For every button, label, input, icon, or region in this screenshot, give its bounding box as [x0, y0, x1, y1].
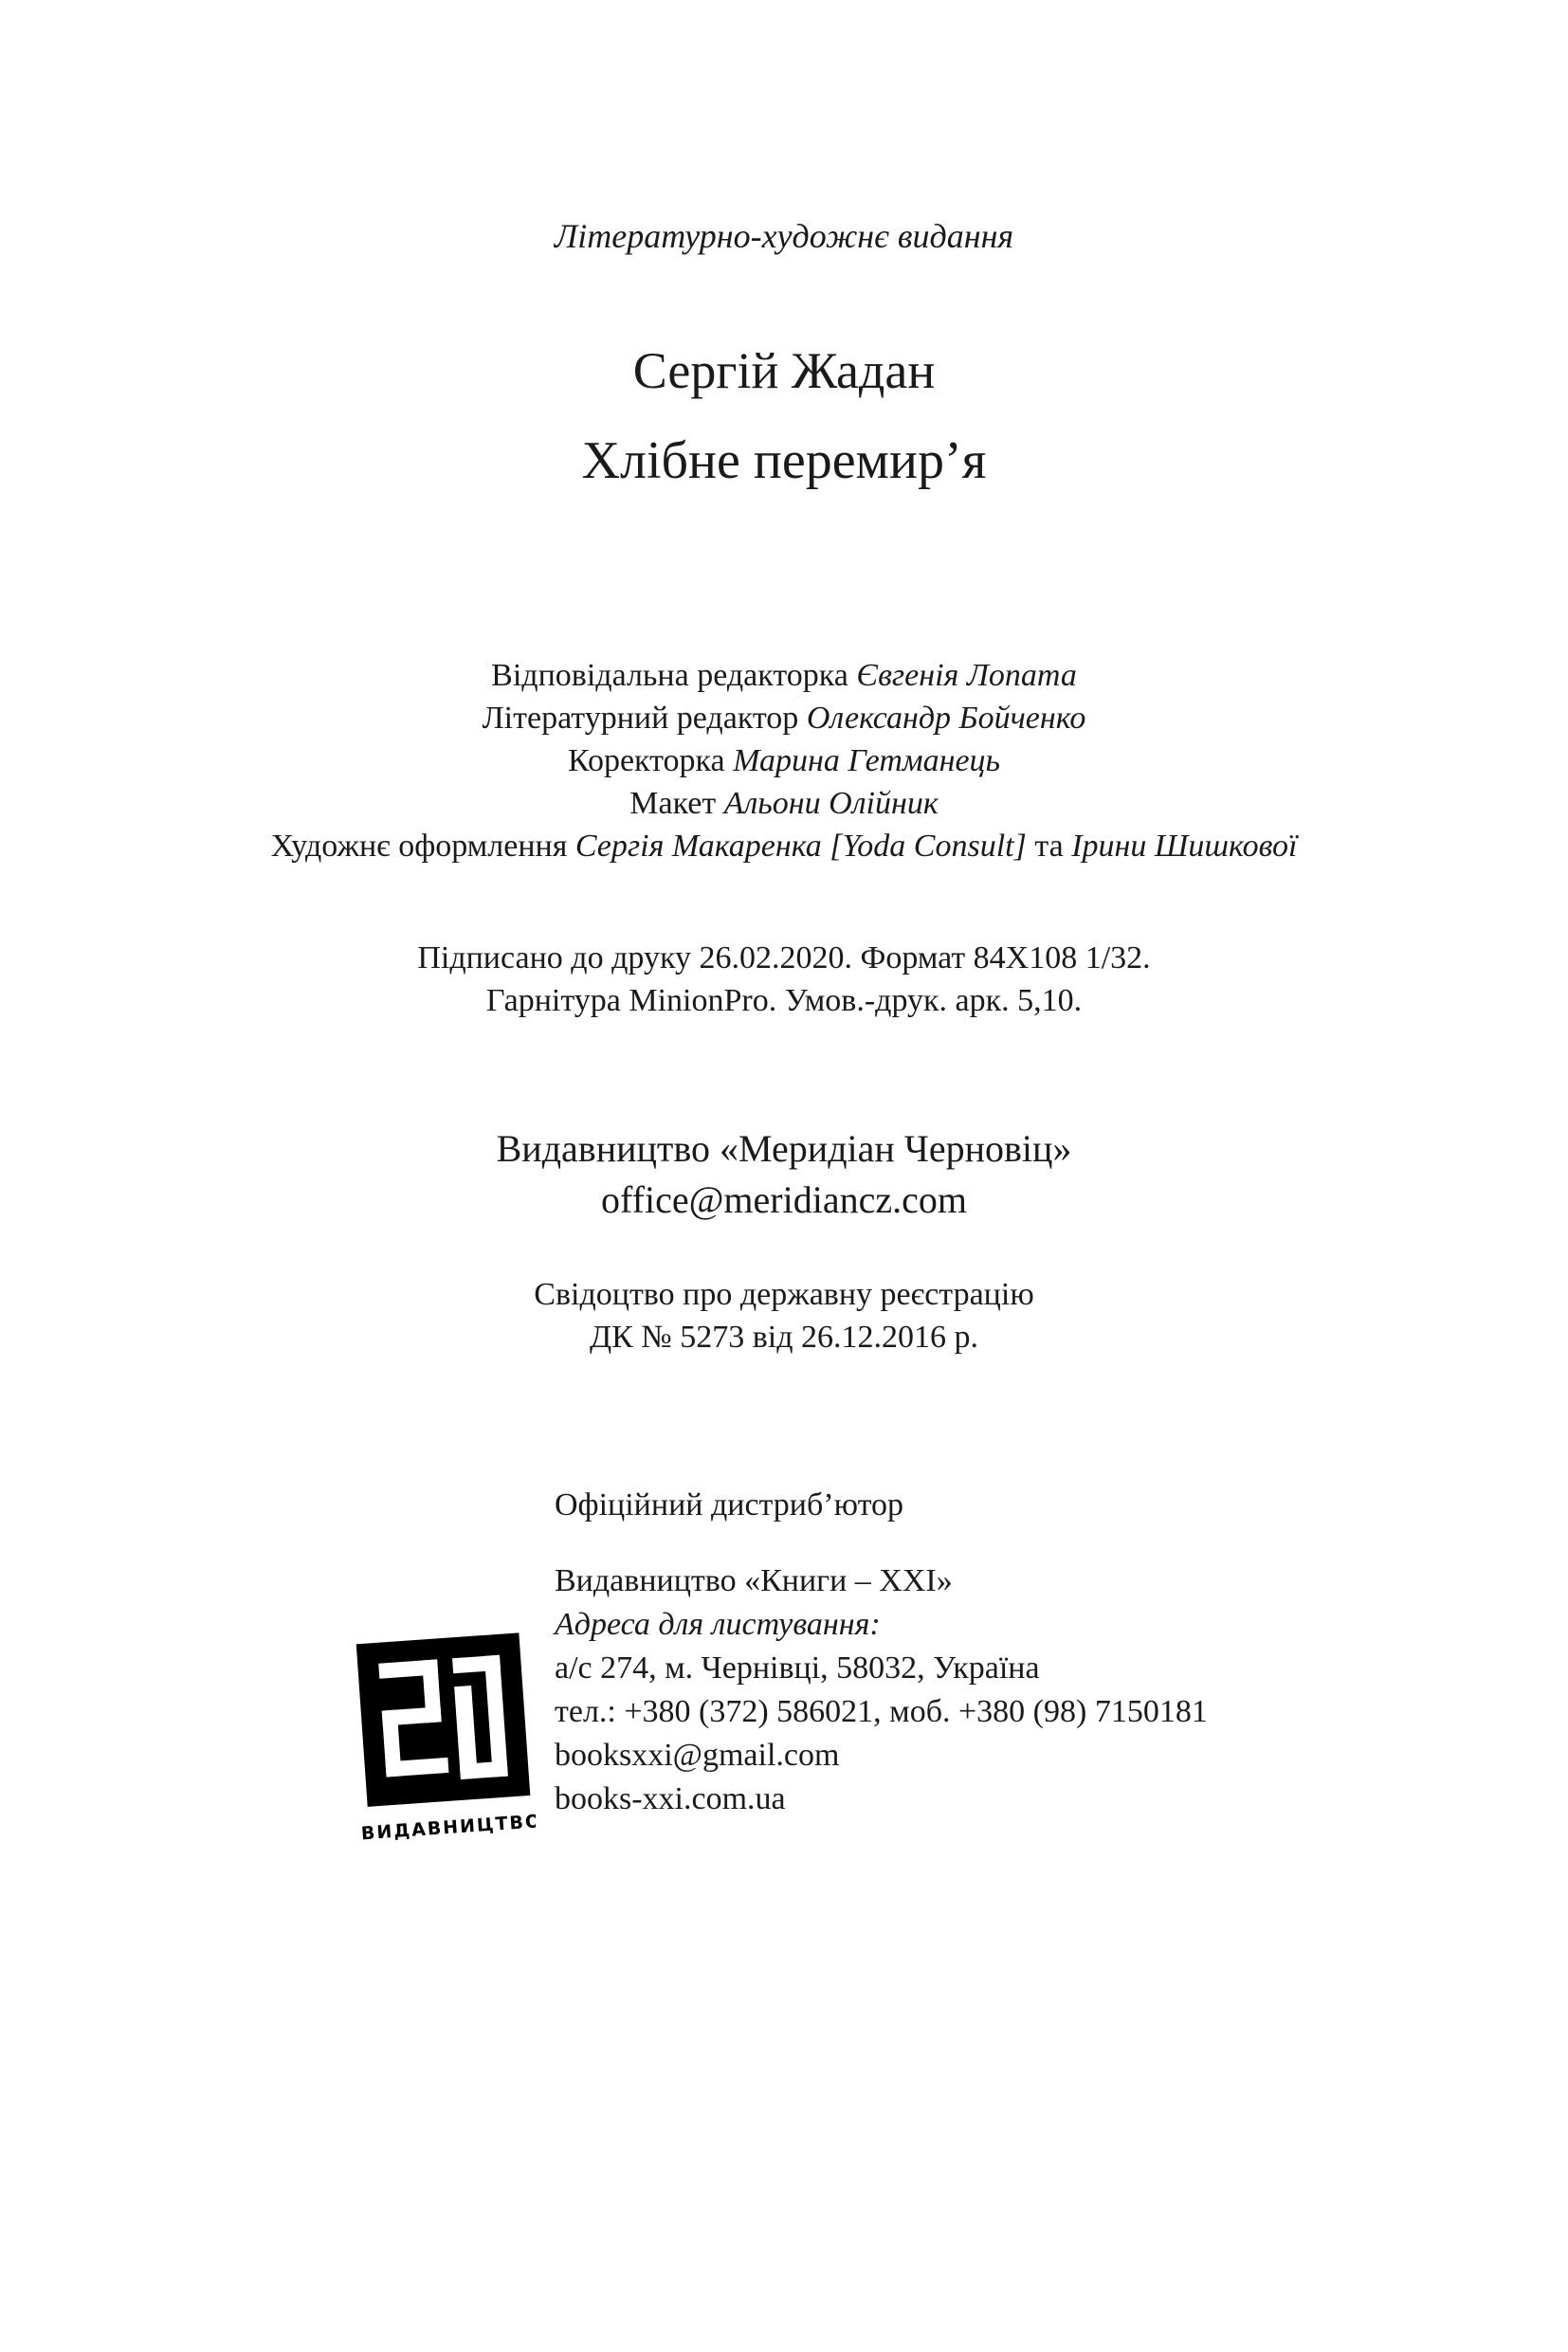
distributor-address: а/с 274, м. Чернівці, 58032, Україна [555, 1650, 1040, 1686]
print-info-line-2: Гарнітура MinionPro. Умов.-друк. арк. 5,10. [485, 983, 1083, 1018]
registration-line-1: Свідоцтво про державну реєстрацію [534, 1277, 1034, 1312]
credit-literary-editor [0, 697, 1568, 739]
book-title: Хлібне перемир’я [581, 431, 987, 490]
distributor-address-label: Адреса для листування: [555, 1607, 881, 1642]
author-name: Сергій Жадан [632, 342, 936, 399]
publisher-email: office@meridiancz.com [601, 1178, 967, 1221]
credit-design-label: Художнє оформлення [270, 829, 575, 864]
credit-design [0, 825, 1568, 867]
credit-design-name-1: Сергія Макаренка [Yoda Consult] [574, 829, 1027, 864]
logo-square [356, 1632, 531, 1807]
distributor-name: Видавництво «Книги – XXI» [555, 1563, 953, 1598]
publisher-name: Видавництво «Меридіан Черновіц» [496, 1127, 1072, 1170]
distributor-phones: тел.: +380 (372) 586021, моб. +380 (98) 7150181 [555, 1694, 1208, 1729]
credit-proofreader [0, 739, 1568, 782]
credit-editor-label: Відповідальна редакторка [491, 658, 857, 693]
publisher-logo [356, 1631, 536, 1849]
edition-type: Літературно-художнє видання [554, 217, 1014, 255]
registration-line-2: ДК № 5273 від 26.12.2016 р. [589, 1320, 979, 1355]
credit-editor-name: Євгенія Лопата [856, 658, 1077, 693]
distributor-block [555, 1484, 1208, 1821]
print-info-line-1: Підписано до друку 26.02.2020. Формат 84Х108 1/32. [417, 940, 1151, 975]
distributor-heading: Офіційний дистриб’ютор [555, 1487, 903, 1522]
logo-21-icon [356, 1631, 536, 1849]
credit-editor [0, 654, 1568, 697]
credit-proofreader-name: Марина Гетманець [733, 743, 1001, 778]
credits-block [0, 654, 1568, 867]
credit-literary-editor-label: Літературний редактор [482, 701, 807, 736]
credit-design-name-2: Ірини Шишкової [1071, 829, 1298, 864]
credit-proofreader-label: Коректорка [567, 743, 734, 778]
credit-layout [0, 782, 1568, 825]
credit-layout-name: Альони Олійник [723, 786, 939, 821]
print-info [0, 937, 1568, 1022]
credit-literary-editor-name: Олександр Бойченко [806, 701, 1086, 736]
distributor-website: books-xxi.com.ua [555, 1781, 786, 1816]
distributor-email: booksxxi@gmail.com [555, 1738, 840, 1773]
publisher-block [0, 1123, 1568, 1226]
logo-caption: ВИДАВНИЦТВО [360, 1811, 536, 1845]
credit-layout-label: Макет [629, 786, 724, 821]
credit-design-conj: та [1026, 829, 1072, 864]
registration-block [0, 1273, 1568, 1358]
